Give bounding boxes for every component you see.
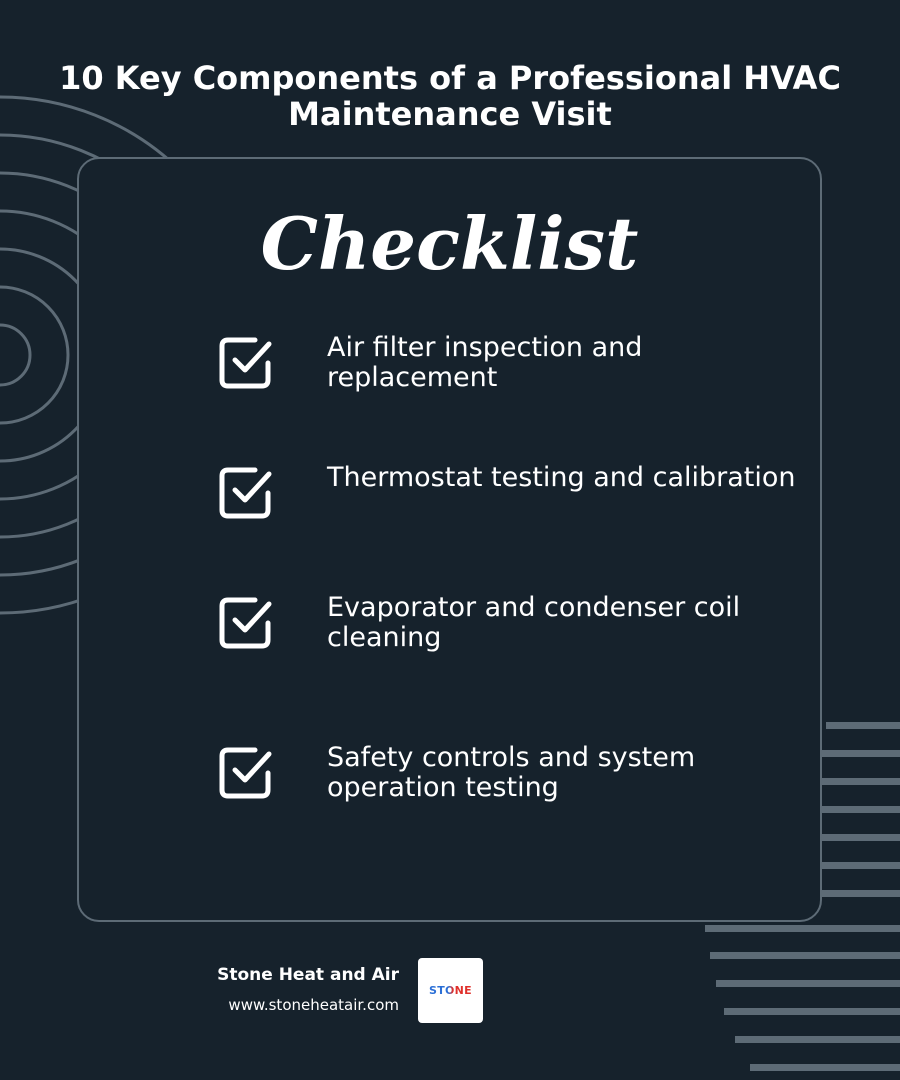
checklist-item-text: Safety controls and system operation testing bbox=[327, 742, 696, 803]
checklist-item bbox=[215, 593, 775, 663]
company-logo bbox=[418, 958, 483, 1023]
checklist-card bbox=[77, 157, 822, 922]
checkbox-checked-icon bbox=[215, 593, 275, 653]
card-heading: Checklist bbox=[260, 201, 639, 286]
footer-company-name: Stone Heat and Air bbox=[217, 965, 399, 985]
page-title: 10 Key Components of a Professional HVAC Maintenance Visit bbox=[59, 59, 841, 133]
checkbox-checked-icon bbox=[215, 333, 275, 393]
checklist-item bbox=[215, 462, 796, 533]
footer-website-link[interactable]: www.stoneheatair.com bbox=[228, 996, 399, 1014]
logo-wordmark: STONE bbox=[429, 984, 472, 997]
checklist-item bbox=[215, 743, 775, 813]
checklist-item-text: Thermostat testing and calibration bbox=[327, 462, 796, 493]
checkbox-checked-icon bbox=[215, 743, 275, 803]
checklist-item bbox=[215, 333, 775, 403]
checkbox-checked-icon bbox=[215, 463, 275, 523]
checklist-item-text: Evaporator and condenser coil cleaning bbox=[327, 592, 741, 653]
checklist-item-text: Air filter inspection and replacement bbox=[327, 332, 643, 393]
